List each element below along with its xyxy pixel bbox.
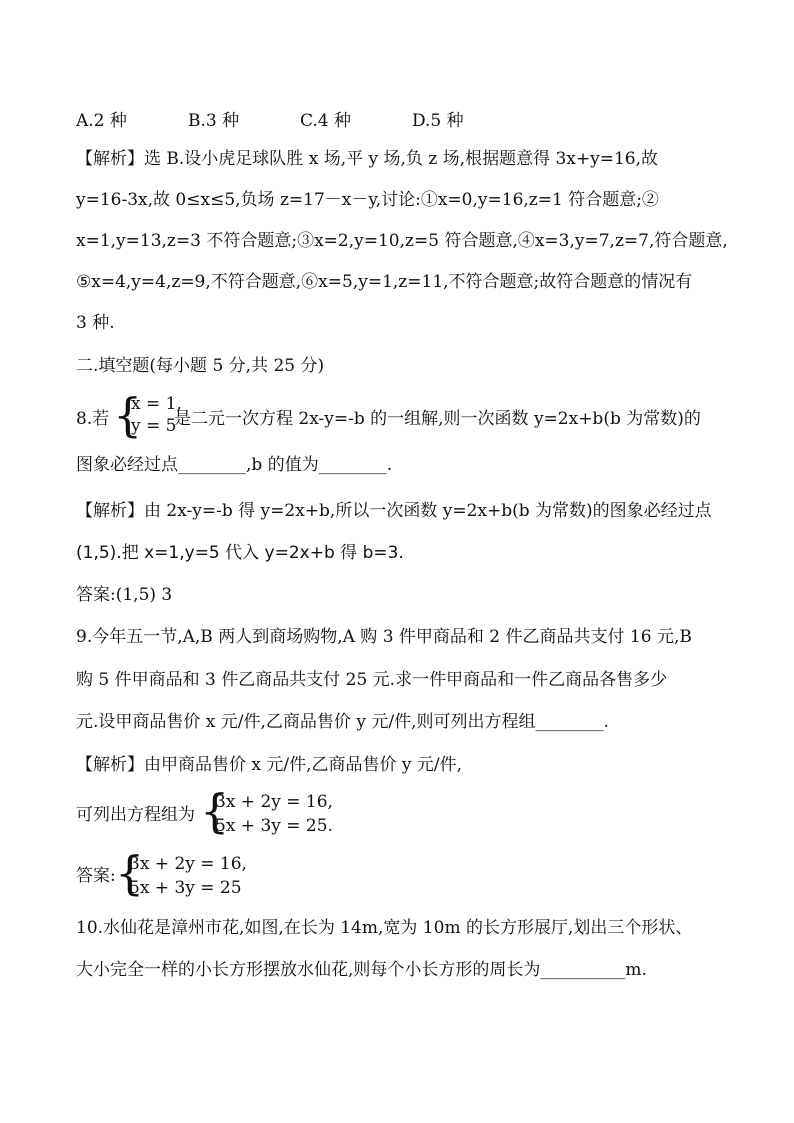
q9-answer-prefix: 答案: bbox=[76, 866, 116, 886]
option-b: B.3 种 bbox=[188, 111, 240, 131]
q9-analysis: 【解析】由甲商品售价 x 元/件,乙商品售价 y 元/件, bbox=[76, 755, 463, 775]
q8-prefix: 8.若 bbox=[76, 409, 110, 429]
q9-system-brace: { bbox=[200, 784, 230, 838]
q8-line-2: 图象必经过点________,b 的值为________. bbox=[76, 455, 393, 475]
q8-system-eq-1: x = 1, bbox=[131, 394, 182, 414]
option-d: D.5 种 bbox=[412, 111, 464, 131]
q7-analysis-line-4: ⑤x=4,y=4,z=9,不符合题意,⑥x=5,y=1,z=11,不符合题意;故符合题意的情况有 bbox=[76, 272, 693, 292]
q9-answer-brace: { bbox=[115, 846, 145, 900]
q9-system-eq-1: 3x + 2y = 16, bbox=[215, 792, 333, 812]
option-c: C.4 种 bbox=[300, 111, 352, 131]
section-heading: 二.填空题(每小题 5 分,共 25 分) bbox=[76, 356, 325, 376]
q9-answer-eq-1: 3x + 2y = 16, bbox=[129, 854, 247, 874]
q8-system-brace: { bbox=[113, 388, 143, 442]
q9-system-prefix: 可列出方程组为 bbox=[76, 805, 195, 825]
q8-analysis-line-1: 【解析】由 2x-y=-b 得 y=2x+b,所以一次函数 y=2x+b(b 为常数)的图象必经过点 bbox=[76, 501, 712, 521]
q9-answer-eq-2: 5x + 3y = 25 bbox=[129, 878, 242, 898]
q9-line-3: 元.设甲商品售价 x 元/件,乙商品售价 y 元/件,则可列出方程组________. bbox=[76, 712, 609, 732]
q7-analysis-line-5: 3 种. bbox=[76, 313, 115, 333]
q9-line-2: 购 5 件甲商品和 3 件乙商品共支付 25 元.求一件甲商品和一件乙商品各售多少 bbox=[76, 670, 668, 690]
q8-answer: 答案:(1,5) 3 bbox=[76, 585, 173, 605]
option-a: A.2 种 bbox=[76, 111, 127, 131]
q8-line-1-rest: 是二元一次方程 2x-y=-b 的一组解,则一次函数 y=2x+b(b 为常数)的 bbox=[174, 409, 701, 429]
q7-analysis-line-2: y=16-3x,故 0≤x≤5,负场 z=17－x－y,讨论:①x=0,y=16,z=1 符合题意;② bbox=[76, 190, 659, 210]
q7-analysis-line-1: 【解析】选 B.设小虎足球队胜 x 场,平 y 场,负 z 场,根据题意得 3x+y=16,故 bbox=[76, 149, 659, 169]
q7-analysis-line-3: x=1,y=13,z=3 不符合题意;③x=2,y=10,z=5 符合题意,④x=3,y=7,z=7,符合题意, bbox=[76, 231, 728, 251]
q10-line-2: 大小完全一样的小长方形摆放水仙花,则每个小长方形的周长为__________m. bbox=[76, 960, 647, 980]
q8-analysis-line-2: (1,5).把 x=1,y=5 代入 y=2x+b 得 b=3. bbox=[76, 543, 404, 563]
q8-system-eq-2: y = 5 bbox=[131, 416, 177, 436]
q9-system-eq-2: 5x + 3y = 25. bbox=[215, 816, 333, 836]
q9-line-1: 9.今年五一节,A,B 两人到商场购物,A 购 3 件甲商品和 2 件乙商品共支付 16 元,B bbox=[76, 627, 692, 647]
q10-line-1: 10.水仙花是漳州市花,如图,在长为 14m,宽为 10m 的长方形展厅,划出三个形状、 bbox=[76, 918, 693, 938]
